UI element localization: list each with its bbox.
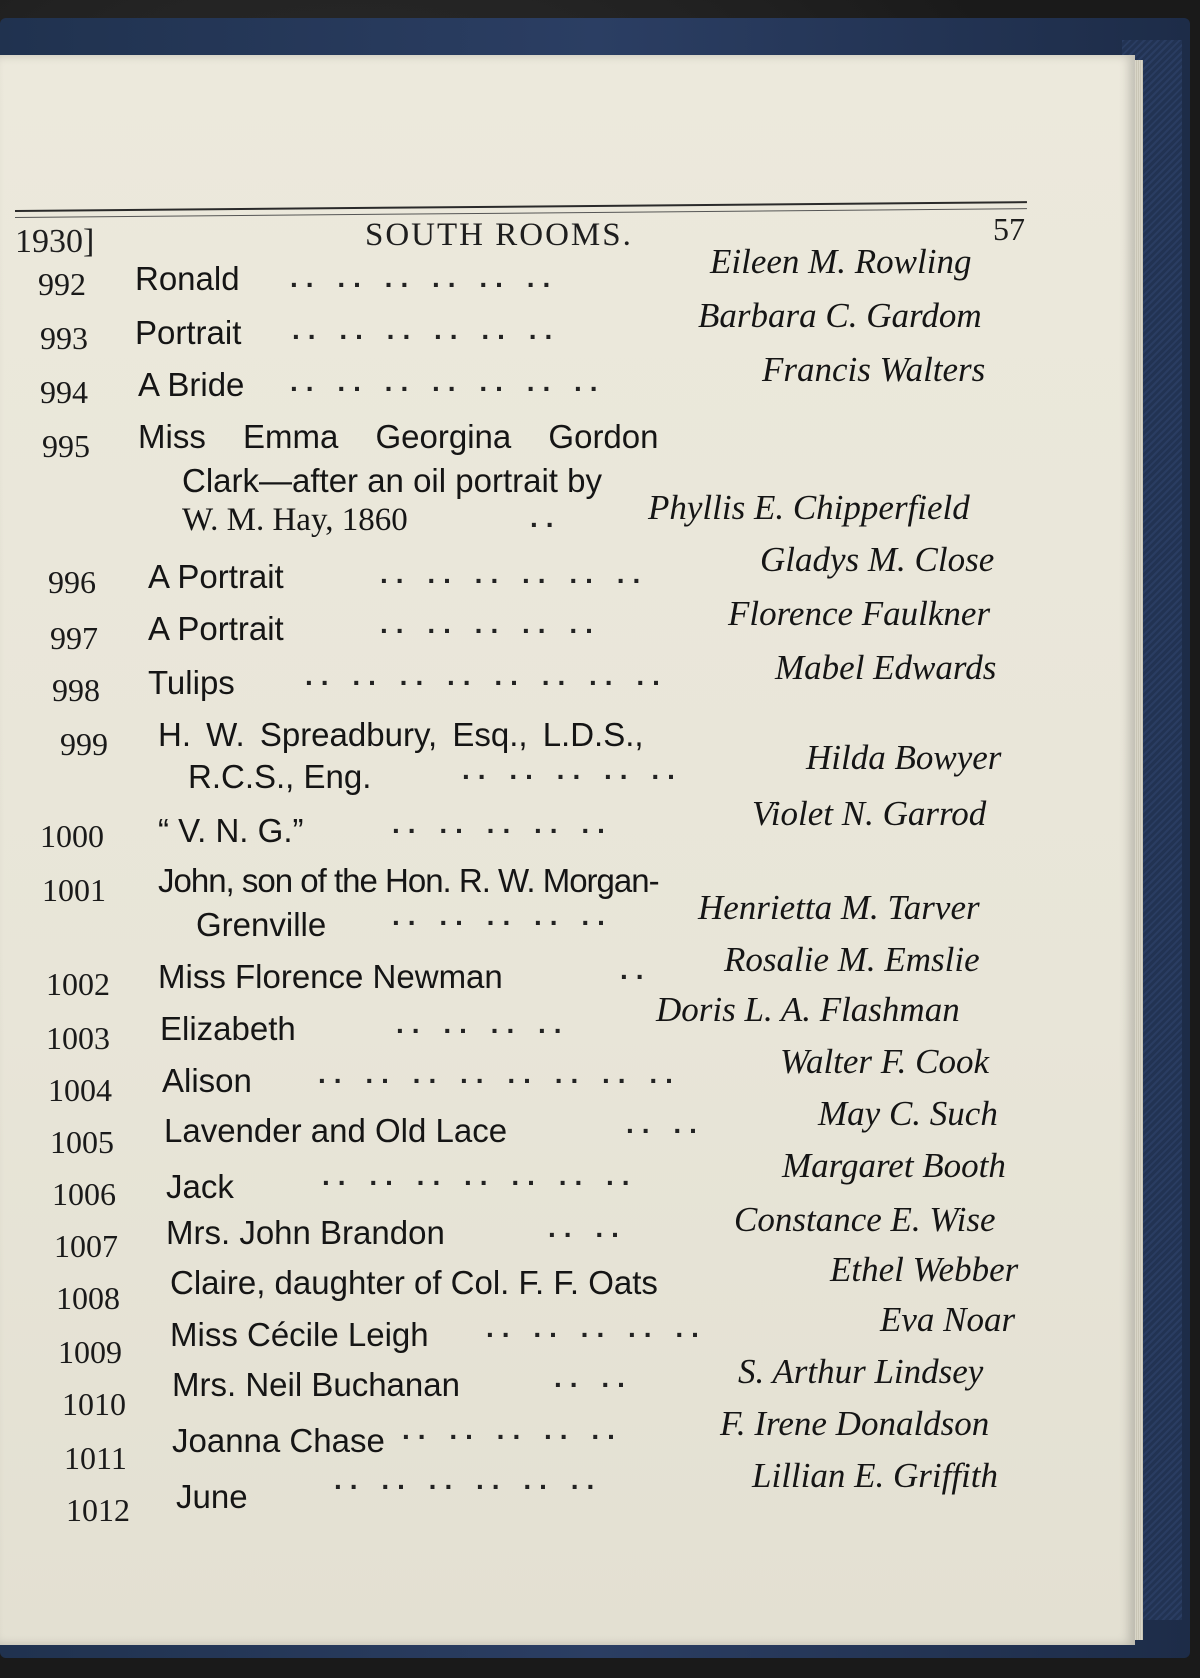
entry-title: A Bride [138, 366, 245, 403]
entry-title: Mrs. John Brandon [166, 1214, 445, 1251]
entry-number: 998 [52, 672, 100, 708]
entry-title: Miss Cécile Leigh [170, 1316, 429, 1353]
leader-dots: .. .. .. .. .. [392, 900, 613, 931]
entry-artist: Ethel Webber [830, 1250, 1019, 1289]
entry-number: 999 [60, 726, 108, 762]
entry-number: 993 [40, 320, 88, 356]
leader-dots: .. .. .. .. .. .. [290, 262, 559, 293]
leader-dots: .. .. .. .. .. .. [292, 314, 561, 345]
leader-dots: .. .. .. .. .. .. [380, 558, 649, 589]
entry-artist: F. Irene Donaldson [720, 1404, 990, 1443]
entry-title: Alison [162, 1062, 252, 1099]
entry-artist: Doris L. A. Flashman [656, 990, 960, 1029]
entry-number: 1004 [48, 1072, 112, 1108]
entry-title: Lavender and Old Lace [164, 1112, 508, 1149]
entry-artist: Mabel Edwards [775, 648, 997, 687]
entry-artist: Barbara C. Gardom [698, 296, 982, 335]
entry-title: A Portrait [148, 610, 284, 647]
entry-artist: Eva Noar [880, 1300, 1016, 1339]
leader-dots: .. [530, 502, 562, 533]
entry-title-line2: Clark—after an oil portrait by [182, 462, 602, 499]
entry-title-line2: R.C.S., Eng. [188, 758, 372, 795]
entry-number: 1009 [58, 1334, 122, 1370]
leader-dots: .. [620, 954, 652, 985]
entry-title-line3: W. M. Hay, 1860 [182, 502, 408, 538]
entry-number: 1002 [46, 966, 110, 1002]
leader-dots: .. .. [548, 1212, 627, 1243]
entry-artist: Henrietta M. Tarver [698, 888, 980, 927]
leader-dots: .. .. .. .. .. [392, 808, 613, 839]
leader-dots: .. .. .. .. .. [462, 754, 683, 785]
entry-artist: Eileen M. Rowling [710, 242, 972, 281]
leader-dots: .. .. [554, 1362, 633, 1393]
leader-dots: .. .. .. .. .. [402, 1414, 623, 1445]
entry-artist: Rosalie M. Emslie [724, 940, 980, 979]
header-section-title: SOUTH ROOMS. [365, 217, 633, 253]
entry-title: Mrs. Neil Buchanan [172, 1366, 460, 1403]
entry-number: 997 [50, 620, 98, 656]
leader-dots: .. .. [626, 1108, 705, 1139]
entry-title: Miss Florence Newman [158, 958, 503, 995]
entry-number: 1001 [42, 872, 106, 908]
entry-number: 1006 [52, 1176, 116, 1212]
entry-artist: Florence Faulkner [728, 594, 991, 633]
entry-number: 1000 [40, 818, 104, 854]
entry-artist: Lillian E. Griffith [752, 1456, 999, 1495]
entry-artist: Margaret Booth [782, 1146, 1006, 1185]
entry-number: 1011 [64, 1440, 127, 1476]
entry-title-line2: Grenville [196, 906, 327, 943]
entry-number: 1007 [54, 1228, 118, 1264]
entry-number: 994 [40, 374, 88, 410]
entry-number: 1012 [66, 1492, 130, 1528]
entry-number: 1003 [46, 1020, 110, 1056]
entry-artist: Gladys M. Close [760, 540, 995, 579]
page-number: 57 [993, 211, 1025, 247]
entry-artist: Walter F. Cook [780, 1042, 990, 1081]
entry-title: Elizabeth [160, 1010, 296, 1047]
entry-title: H. W. Spreadbury, Esq., L.D.S., [158, 716, 644, 753]
entry-artist: Violet N. Garrod [752, 794, 987, 833]
entry-artist: S. Arthur Lindsey [738, 1352, 984, 1391]
leader-dots: .. .. .. .. [396, 1008, 570, 1039]
entry-number: 995 [42, 428, 90, 464]
entry-title: Portrait [135, 314, 242, 351]
entry-number: 1005 [50, 1124, 114, 1160]
entry-artist: Constance E. Wise [734, 1200, 996, 1239]
entry-artist: Hilda Bowyer [806, 738, 1002, 777]
leader-dots: .. .. .. .. .. [486, 1312, 707, 1343]
entry-title: Ronald [135, 260, 240, 297]
leader-dots: .. .. .. .. .. .. [334, 1464, 603, 1495]
entry-artist: May C. Such [818, 1094, 998, 1133]
entry-number: 996 [48, 564, 96, 600]
leader-dots: .. .. .. .. .. .. .. [322, 1160, 638, 1191]
entry-title: Tulips [148, 664, 235, 701]
entry-number: 1010 [62, 1386, 126, 1422]
entry-title: A Portrait [148, 558, 284, 595]
leader-dots: .. .. .. .. .. .. .. [290, 366, 606, 397]
leader-dots: .. .. .. .. .. .. .. .. [318, 1058, 681, 1089]
entry-title: June [176, 1478, 248, 1515]
entry-title: John, son of the Hon. R. W. Morgan- [158, 862, 659, 899]
leader-dots: .. .. .. .. .. .. .. .. [305, 660, 668, 691]
entry-title: Miss Emma Georgina Gordon [138, 418, 659, 455]
entry-artist: Francis Walters [762, 350, 986, 389]
leader-dots: .. .. .. .. .. [380, 608, 601, 639]
header-year: 1930] [15, 223, 95, 260]
entry-number: 992 [38, 266, 86, 302]
entry-title: Jack [166, 1168, 234, 1205]
entry-number: 1008 [56, 1280, 120, 1316]
entry-title: Joanna Chase [172, 1422, 385, 1459]
entry-title: “ V. N. G.” [158, 812, 304, 849]
entry-title: Claire, daughter of Col. F. F. Oats [170, 1264, 658, 1301]
entry-artist: Phyllis E. Chipperfield [648, 488, 970, 527]
